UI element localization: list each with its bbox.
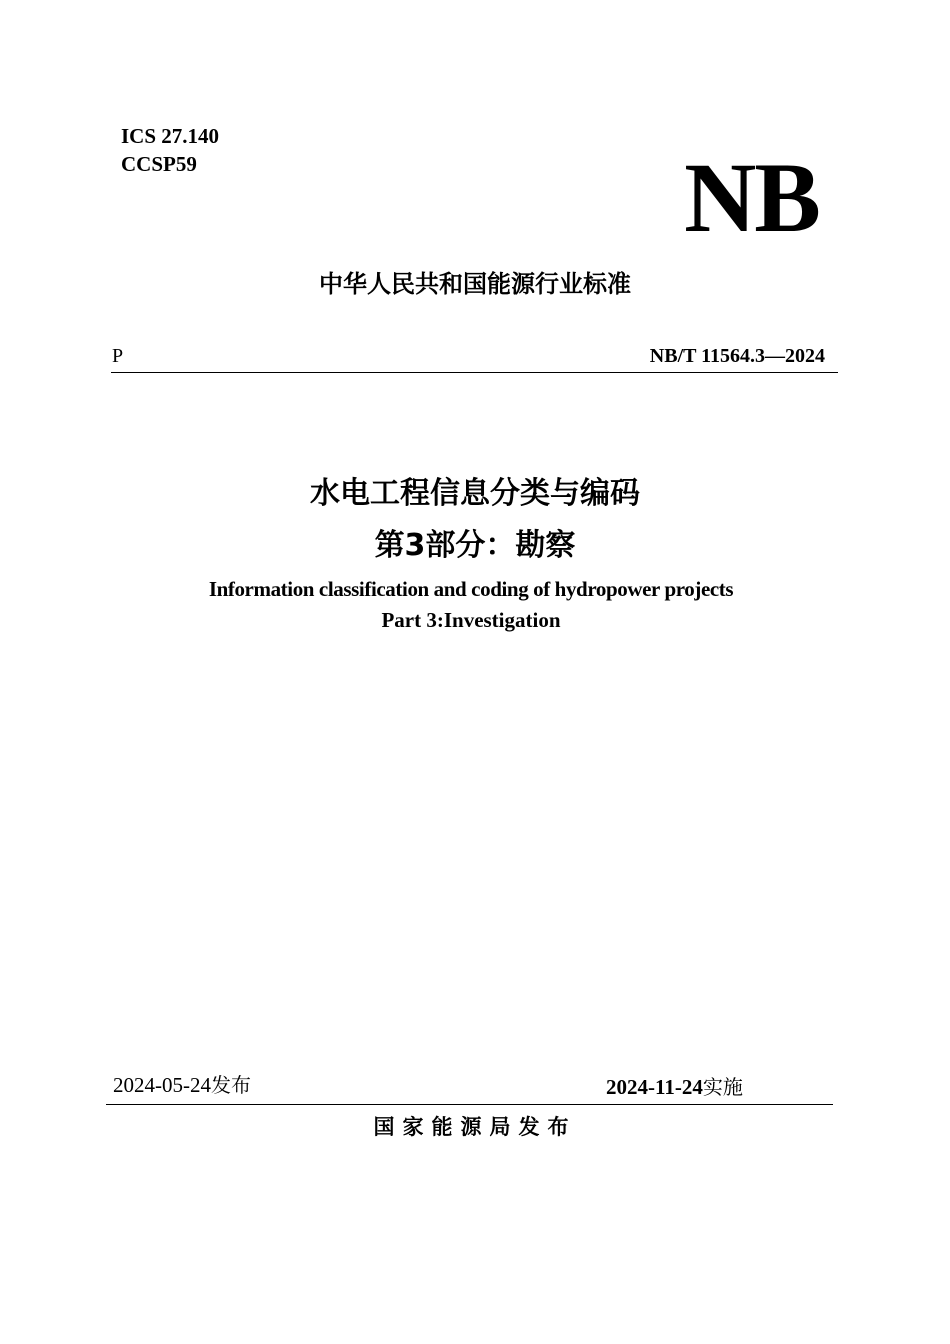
title-cn-line1: 水电工程信息分类与编码 (310, 476, 640, 511)
bottom-divider (106, 1104, 833, 1105)
ics-code: ICS 27.140 (121, 124, 220, 148)
implementation-date (606, 1074, 743, 1100)
classification-code: P (112, 345, 124, 367)
ccs-code: CCSP59 (121, 152, 197, 176)
issue-date-value: 2024-05-24 (113, 1073, 211, 1097)
title-cn-line2: 第3部分：勘察 (374, 528, 576, 563)
nb-logo: NB (684, 142, 819, 253)
top-divider (111, 372, 838, 373)
publisher: 国家能源局发布 (373, 1115, 577, 1139)
title-en-line2: Part 3:Investigation (381, 608, 561, 632)
standard-number: NB/T 11564.3—2024 (649, 345, 825, 367)
title-en-line1: Information classification and coding of hydropower projects (208, 577, 734, 601)
implementation-date-value: 2024-11-24 (606, 1075, 703, 1099)
implementation-date-label: 实施 (702, 1075, 743, 1099)
issue-date-label: 发布 (211, 1073, 251, 1097)
standard-type-heading: 中华人民共和国能源行业标准 (319, 270, 631, 298)
issue-date (113, 1072, 251, 1098)
